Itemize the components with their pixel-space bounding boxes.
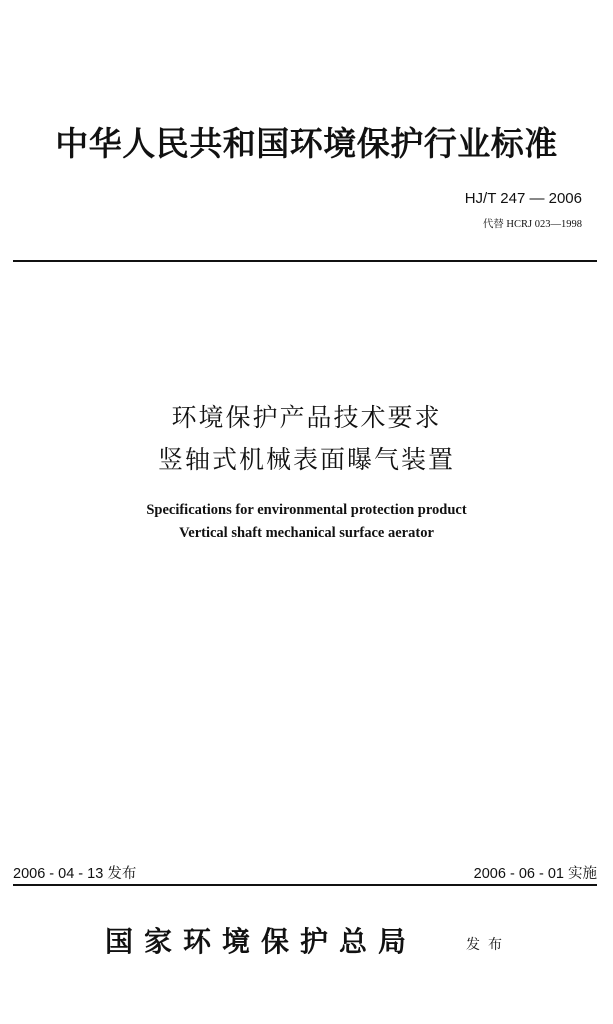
replaces-standard: 代替 HCRJ 023—1998 (482, 219, 582, 230)
standard-number: HJ/T 247 — 2006 (464, 190, 582, 207)
release-label: 发布 (466, 937, 510, 953)
chinese-title-line-2: 竖轴式机械表面曝气装置 (157, 445, 455, 474)
standard-category-title: 中华人民共和国环境保护行业标准 (55, 124, 558, 163)
footer-divider (13, 884, 597, 886)
english-title-line-2: Vertical shaft mechanical surface aerator (179, 525, 434, 541)
chinese-title-line-1: 环境保护产品技术要求 (171, 403, 442, 432)
english-title-line-1: Specifications for environmental protection product (146, 502, 467, 518)
implementation-date: 2006 - 06 - 01 实施 (473, 866, 597, 882)
issuing-authority: 国家环境保护总局 (105, 925, 418, 958)
header-divider (13, 260, 597, 262)
issue-date: 2006 - 04 - 13 发布 (13, 866, 137, 882)
